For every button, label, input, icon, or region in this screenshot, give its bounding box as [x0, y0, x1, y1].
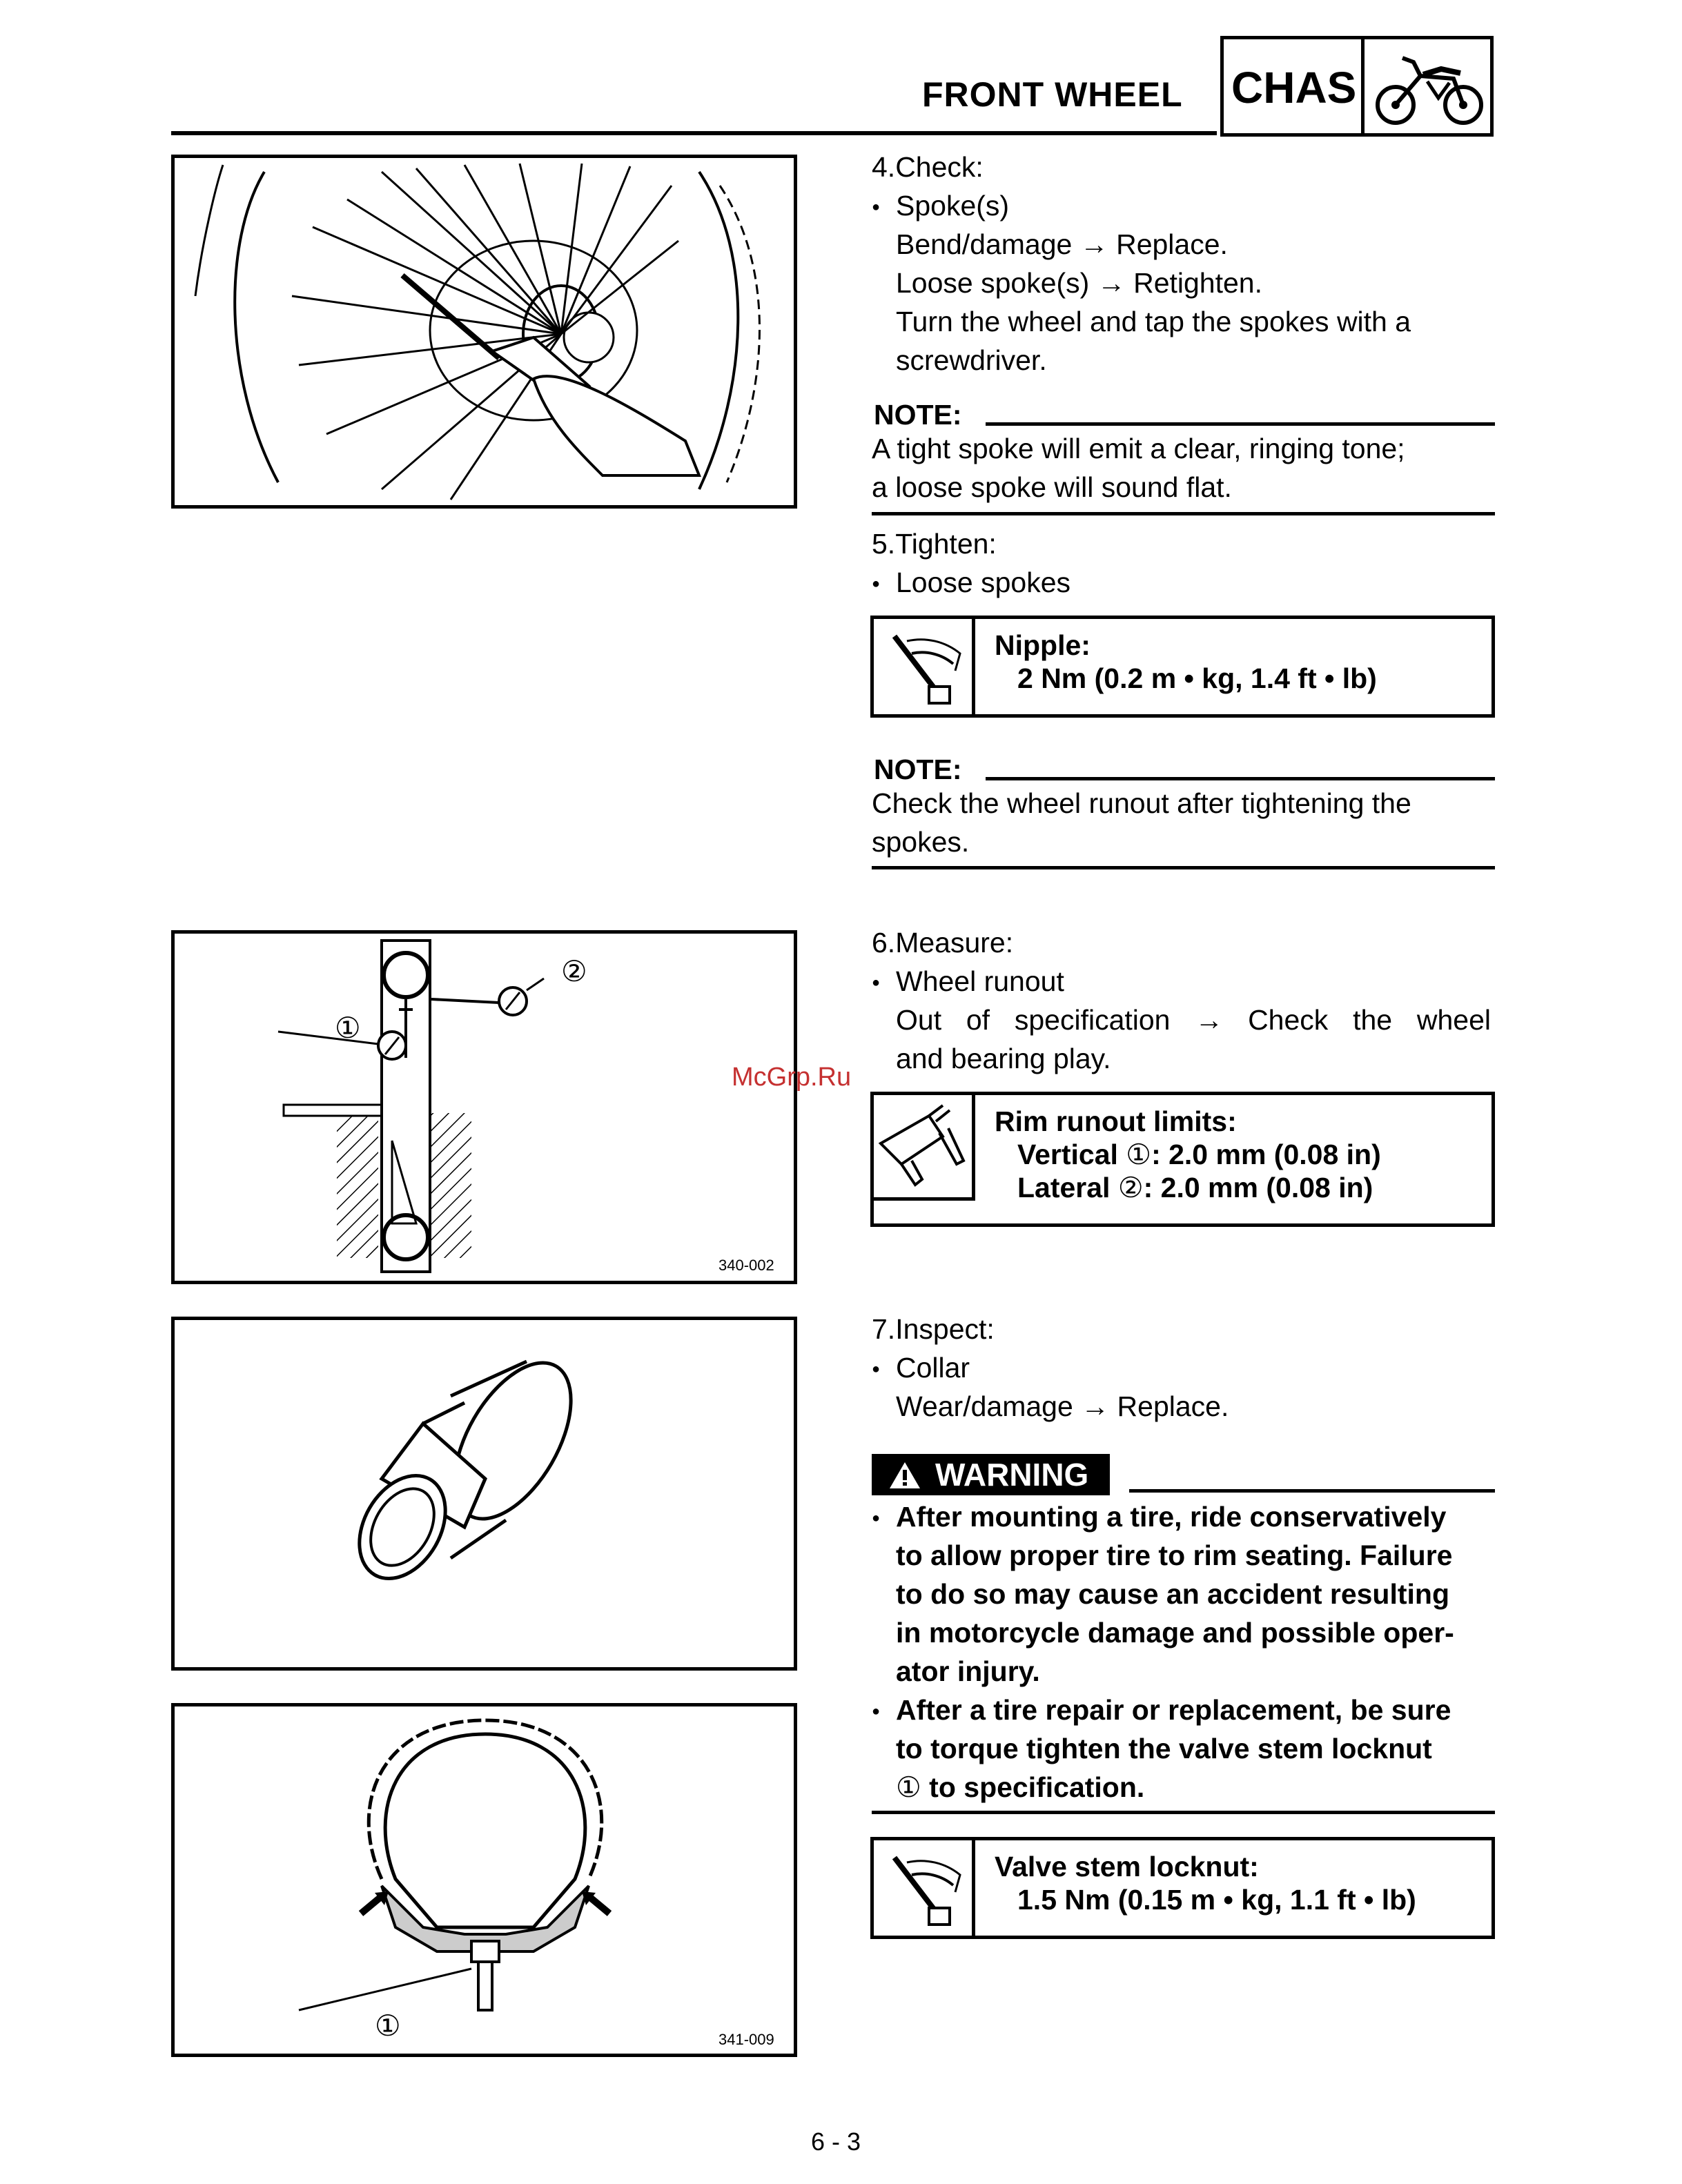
motorcycle-icon: [1372, 48, 1487, 130]
figure-callout-1: ①: [335, 1012, 361, 1044]
callout-1: ①: [1126, 1139, 1152, 1170]
note-end-rule: [872, 512, 1495, 515]
figure-id: 340-002: [718, 1257, 774, 1274]
note-line-1: A tight spoke will emit a clear, ringing tone;: [872, 433, 1405, 464]
note-line-2: a loose spoke will sound flat.: [872, 471, 1232, 503]
figure-callout-2: ②: [561, 955, 587, 987]
check-line-3: Turn the wheel and tap the spokes with a: [896, 306, 1411, 337]
collar-illustration: [175, 1320, 794, 1667]
spec-value: 1.5 Nm (0.15 m • kg, 1.1 ft • lb): [1017, 1884, 1416, 1916]
note-rule: [986, 422, 1495, 426]
chapter-badge-label: CHAS: [1231, 63, 1357, 112]
caliper-icon: [874, 1095, 975, 1201]
torque-wrench-icon: [874, 619, 975, 714]
runout-gauge-illustration: [175, 934, 794, 1281]
warning-line: ator injury.: [896, 1655, 1040, 1687]
warning-line: to torque tighten the valve stem locknut: [896, 1733, 1432, 1764]
callout-1: ①: [896, 1771, 921, 1803]
section-title: FRONT WHEEL: [922, 75, 1183, 114]
warning-line: to allow proper tire to rim seating. Failure: [896, 1539, 1453, 1571]
warning-badge: [872, 1454, 1110, 1495]
warning-line: to do so may cause an accident resulting: [896, 1578, 1450, 1610]
note-line-1: Check the wheel runout after tightening the: [872, 787, 1411, 819]
measure-line-1: Out of specification → Check the wheel: [896, 1004, 1491, 1036]
chapter-badge-divider: [1361, 36, 1365, 137]
warning-line: ① to specification.: [896, 1771, 1145, 1803]
callout-2: ②: [1117, 1172, 1144, 1203]
header-rule: [171, 131, 1217, 135]
tire-valve-illustration: [175, 1706, 794, 2054]
step-measure-heading: 6.Measure:: [872, 927, 1014, 958]
figure-collar: [171, 1317, 797, 1671]
note-rule: [986, 777, 1495, 780]
figure-wheel-runout: [171, 930, 797, 1284]
check-line-4: screwdriver.: [896, 344, 1047, 376]
page-number: 6 - 3: [811, 2127, 861, 2156]
figure-callout-1: ①: [375, 2009, 401, 2042]
spec-title: Valve stem locknut:: [995, 1851, 1259, 1882]
figure-spoke-check: [171, 155, 797, 509]
figure-valve-stem: [171, 1703, 797, 2057]
spec-title: Rim runout limits:: [995, 1105, 1237, 1137]
watermark: McGrp.Ru: [732, 1063, 852, 1092]
note-line-2: spokes.: [872, 826, 970, 858]
measure-line-2: and bearing play.: [896, 1043, 1111, 1074]
warning-end-rule: [872, 1811, 1495, 1814]
spec-value: 2 Nm (0.2 m • kg, 1.4 ft • lb): [1017, 662, 1377, 694]
spec-vertical: Vertical ①: 2.0 mm (0.08 in): [1017, 1139, 1381, 1170]
inspect-line-1: Wear/damage → Replace.: [896, 1390, 1229, 1422]
step-check-heading: 4.Check:: [872, 151, 984, 183]
spec-box-valve-locknut: [870, 1837, 1495, 1939]
step-inspect-heading: 7.Inspect:: [872, 1313, 995, 1345]
torque-wrench-icon: [874, 1840, 975, 1936]
spec-box-nipple: [870, 616, 1495, 718]
warning-label: WARNING: [935, 1457, 1089, 1493]
warning-line: in motorcycle damage and possible oper-: [896, 1617, 1454, 1649]
spec-title: Nipple:: [995, 629, 1091, 661]
note-label: NOTE:: [874, 399, 962, 431]
figure-id: 341-009: [718, 2031, 774, 2048]
warning-triangle-icon: [888, 1461, 921, 1490]
spec-lateral: Lateral ②: 2.0 mm (0.08 in): [1017, 1172, 1373, 1203]
check-line-2: Loose spoke(s) → Retighten.: [896, 267, 1262, 299]
note-end-rule: [872, 866, 1495, 869]
spec-box-runout: [870, 1092, 1495, 1227]
check-line-1: Bend/damage → Replace.: [896, 228, 1228, 260]
step-tighten-heading: 5.Tighten:: [872, 528, 997, 560]
wheel-spokes-illustration: [175, 158, 794, 505]
note-label: NOTE:: [874, 754, 962, 785]
warning-rule: [1129, 1489, 1495, 1493]
